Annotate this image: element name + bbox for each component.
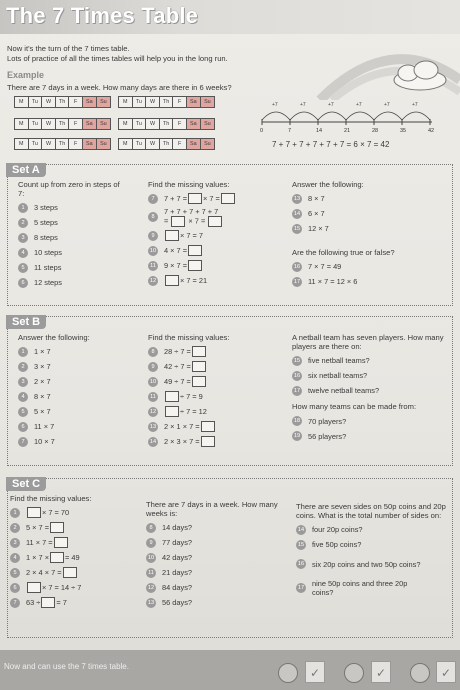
day-cell: Su — [201, 139, 215, 149]
day-cell: Th — [56, 119, 70, 129]
example-sum: 7 + 7 + 7 + 7 + 7 + 7 = 6 × 7 = 42 — [272, 140, 390, 149]
set-b-question — [148, 419, 283, 434]
set-c-col-1-heading: Find the missing values: — [10, 494, 92, 503]
set-c-question-text: five 50p coins? — [312, 540, 362, 550]
example-heading: Example — [7, 70, 45, 80]
question-number: 12 — [147, 584, 155, 591]
answer-box[interactable] — [188, 245, 202, 256]
day-cell: Th — [56, 97, 70, 107]
rainbow-cloud-illustration — [300, 40, 460, 100]
day-cell: W — [42, 97, 56, 107]
question-number: 5 — [18, 407, 28, 417]
set-a-col-2-heading: Find the missing values: — [148, 180, 230, 189]
set-a-question-text: 10 steps — [34, 248, 62, 258]
neutral-face-icon[interactable] — [344, 663, 364, 683]
answer-box[interactable] — [192, 346, 206, 357]
question-number: 9 — [148, 362, 158, 372]
set-c-question-text: four 20p coins? — [312, 525, 363, 535]
set-a-question-text: 5 steps — [34, 218, 58, 228]
week-calendar — [14, 138, 111, 150]
day-cell: Su — [97, 97, 111, 107]
set-b-col-3 — [292, 333, 452, 444]
page-title: The 7 Times Table — [6, 3, 199, 28]
set-c-col-3 — [296, 502, 454, 600]
set-c-question-text: 1 × 7 × — [26, 553, 50, 563]
week-calendar — [118, 118, 215, 130]
jump-label: +7 — [300, 102, 306, 108]
day-cell: M — [15, 119, 29, 129]
question-number: 15 — [297, 541, 305, 548]
day-cell: Sa — [83, 119, 97, 129]
jump-arc — [346, 112, 374, 120]
answer-box[interactable] — [50, 552, 64, 563]
answer-box[interactable] — [165, 391, 179, 402]
set-b-question — [18, 359, 128, 374]
set-b-question — [292, 368, 452, 383]
set-b-question-text: 10 × 7 — [34, 437, 55, 447]
set-b-question — [148, 434, 283, 449]
set-a-col-2 — [148, 180, 283, 288]
set-c-question — [146, 535, 286, 550]
set-c-question-text: 77 days? — [162, 538, 192, 548]
set-b-question — [148, 404, 283, 419]
day-cell: M — [119, 119, 133, 129]
jump-label: +7 — [328, 102, 334, 108]
question-number: 14 — [297, 526, 305, 533]
question-number: 16 — [293, 263, 301, 270]
set-b-question-text: 8 × 7 — [34, 392, 51, 402]
question-number: 1 — [10, 508, 20, 518]
set-a-col-3-heading: Answer the following: — [292, 180, 364, 189]
day-cell: Su — [97, 119, 111, 129]
set-a-question — [18, 215, 128, 230]
set-b-question-text: 2 × 3 × 7 = — [164, 437, 200, 447]
set-b-question-text: 28 ÷ 7 = — [164, 347, 191, 357]
day-cell: W — [146, 119, 160, 129]
set-c-question — [10, 550, 135, 565]
answer-box[interactable] — [192, 361, 206, 372]
set-c-col-2-heading: There are 7 days in a week. How many weeks is: — [146, 500, 278, 519]
set-b-question — [148, 374, 283, 389]
set-a-question-text: = — [164, 216, 171, 226]
question-number: 4 — [18, 248, 28, 258]
set-b-col-3-heading: A netball team has seven players. How many players are there on: — [292, 333, 444, 352]
question-number: 10 — [149, 378, 157, 385]
set-b-question — [148, 389, 283, 404]
number-line-label: 42 — [428, 128, 435, 134]
day-cell: Tu — [29, 139, 43, 149]
set-a-col-3 — [292, 180, 452, 289]
set-a-col-1-heading: Count up from zero in steps of 7: — [18, 180, 120, 199]
set-b-question — [18, 404, 128, 419]
set-b-question — [292, 383, 452, 398]
set-b-question-text: 1 × 7 — [34, 347, 51, 357]
tick-box-2[interactable]: ✓ — [371, 661, 391, 683]
set-c-question — [146, 580, 286, 595]
week-calendar — [14, 118, 111, 130]
answer-box[interactable] — [208, 216, 222, 227]
set-a-question — [148, 243, 283, 258]
day-cell: Tu — [29, 97, 43, 107]
intro-text — [7, 44, 307, 63]
question-number: 1 — [18, 203, 28, 213]
day-cell: Sa — [83, 139, 97, 149]
set-a-col-3-heading-2: Are the following true or false? — [292, 248, 395, 258]
set-c-question-text: 21 days? — [162, 568, 192, 578]
set-a-question-line: 7 + 7 + 7 + 7 + 7 — [164, 207, 219, 217]
answer-box[interactable] — [54, 537, 68, 548]
set-c-question — [10, 520, 135, 535]
set-c-question-text: 14 days? — [162, 523, 192, 533]
question-number: 2 — [18, 362, 28, 372]
set-c-question — [296, 537, 454, 552]
day-cell: Su — [201, 97, 215, 107]
day-cell: Su — [97, 139, 111, 149]
set-c-question-text: 42 days? — [162, 553, 192, 563]
day-cell: Th — [56, 139, 70, 149]
set-a-question-text: 8 steps — [34, 233, 58, 243]
set-b-question — [148, 344, 283, 359]
set-c-question-text: 56 days? — [162, 598, 192, 608]
set-b-question-text: 11 × 7 — [34, 422, 55, 432]
set-c-label: Set C — [6, 477, 46, 491]
set-b-question-text: twelve netball teams? — [308, 386, 380, 396]
set-b-question-text: 56 players? — [308, 431, 347, 441]
set-b-question-text: 5 × 7 — [34, 407, 51, 417]
set-b-question-text: 70 players? — [308, 416, 347, 426]
set-a-question — [292, 206, 452, 221]
answer-box[interactable] — [201, 421, 215, 432]
set-a-question-text: × 7 = — [203, 194, 220, 204]
question-number: 17 — [297, 585, 305, 592]
question-number: 11 — [148, 392, 158, 402]
set-a-question-text: 6 × 7 — [308, 209, 325, 219]
set-a-question — [18, 260, 128, 275]
question-number: 15 — [293, 225, 301, 232]
week-calendar — [118, 96, 215, 108]
set-c-question — [146, 520, 286, 535]
set-c-question-text: 11 × 7 = — [26, 538, 53, 548]
set-b-question-text: five netball teams? — [308, 356, 370, 366]
question-number: 10 — [149, 247, 157, 254]
set-b-question — [18, 389, 128, 404]
number-line-label: 28 — [372, 128, 379, 134]
day-cell: M — [15, 139, 29, 149]
day-cell: W — [42, 119, 56, 129]
jump-label: +7 — [356, 102, 362, 108]
set-c-question-text: 63 ÷ — [26, 598, 41, 608]
day-cell: M — [15, 97, 29, 107]
answer-box[interactable] — [165, 275, 179, 286]
set-c-question — [296, 576, 454, 600]
set-a-question-text: 4 × 7 = — [164, 246, 188, 256]
set-a-question-text: 9 × 7 = — [164, 261, 188, 271]
set-b-question — [18, 419, 128, 434]
set-a-question — [18, 245, 128, 260]
set-a-question — [18, 230, 128, 245]
set-a-question-text: 11 steps — [34, 263, 62, 273]
question-number: 2 — [10, 523, 20, 533]
question-number: 9 — [146, 538, 156, 548]
question-number: 7 — [148, 194, 158, 204]
number-line-label: 14 — [316, 128, 323, 134]
question-number: 10 — [147, 554, 155, 561]
tick-box-1[interactable]: ✓ — [305, 661, 325, 683]
set-c-question-text: = 7 — [56, 598, 67, 608]
question-number: 13 — [293, 195, 301, 202]
set-c-col-1 — [10, 494, 135, 610]
day-cell: Tu — [133, 139, 147, 149]
set-c-question-text: × 7 = 70 — [42, 508, 70, 518]
set-c-question — [10, 505, 135, 520]
question-number: 8 — [148, 212, 158, 222]
week-calendar — [118, 138, 215, 150]
week-calendar — [14, 96, 111, 108]
set-b-question-text: six netball teams? — [308, 371, 368, 381]
answer-box[interactable] — [63, 567, 77, 578]
question-number: 19 — [293, 433, 301, 440]
set-a-question-text: 3 steps — [34, 203, 58, 213]
set-a-question — [292, 259, 452, 274]
day-cell: Tu — [133, 97, 147, 107]
question-number: 6 — [18, 278, 28, 288]
set-c-question — [10, 595, 135, 610]
question-number: 5 — [18, 263, 28, 273]
question-number: 16 — [293, 372, 301, 379]
jump-arc — [374, 112, 402, 120]
question-number: 3 — [10, 538, 20, 548]
set-a-question — [18, 200, 128, 215]
question-number: 16 — [297, 561, 305, 568]
set-c-question — [146, 565, 286, 580]
number-line-label: 35 — [400, 128, 407, 134]
set-a-question-text: 12 × 7 — [308, 224, 329, 234]
set-a-question-text — [164, 207, 223, 227]
set-b-question — [292, 414, 452, 429]
answer-box[interactable] — [27, 507, 41, 518]
day-cell: Sa — [187, 97, 201, 107]
number-line — [256, 98, 436, 134]
set-b-label: Set B — [6, 315, 46, 329]
question-number: 12 — [149, 408, 157, 415]
set-c-question — [10, 565, 135, 580]
set-a-question-text: × 7 = 7 — [180, 231, 204, 241]
set-c-question-text: 5 × 7 = — [26, 523, 50, 533]
answer-box[interactable] — [201, 436, 215, 447]
set-b-question — [18, 374, 128, 389]
set-a-question-text: × 7 = — [186, 216, 208, 226]
set-b-question — [148, 359, 283, 374]
number-line-label: 21 — [344, 128, 351, 134]
jump-arc — [402, 112, 430, 120]
jump-label: +7 — [384, 102, 390, 108]
question-number: 14 — [149, 438, 157, 445]
question-number: 11 — [146, 568, 156, 578]
set-c-col-3-heading: There are seven sides on 50p coins and 20p coins. What is the total number of sides on: — [296, 502, 446, 521]
answer-box[interactable] — [50, 522, 64, 533]
question-number: 11 — [148, 261, 158, 271]
answer-box[interactable] — [165, 406, 179, 417]
footer-text: Now and can use the 7 times table. — [4, 662, 129, 671]
question-number: 9 — [148, 231, 158, 241]
set-a-question — [148, 273, 283, 288]
day-cell: M — [119, 97, 133, 107]
set-a-question — [148, 258, 283, 273]
question-number: 6 — [10, 583, 20, 593]
question-number: 4 — [10, 553, 20, 563]
set-a-question — [148, 206, 283, 228]
jump-arc — [290, 112, 318, 120]
set-b-question — [18, 434, 128, 449]
set-b-question-text: ÷ 7 = 12 — [180, 407, 207, 417]
question-number: 7 — [10, 598, 20, 608]
jump-arc — [318, 112, 346, 120]
question-number: 5 — [10, 568, 20, 578]
set-a-question — [148, 228, 283, 243]
set-c-question-text: = 49 — [65, 553, 80, 563]
set-b-question — [18, 344, 128, 359]
set-a-question-text: 12 steps — [34, 278, 62, 288]
day-cell: Th — [160, 139, 174, 149]
set-a-question-line — [164, 216, 223, 227]
question-number: 6 — [18, 422, 28, 432]
set-b-question-text: 3 × 7 — [34, 362, 51, 372]
set-b-question — [292, 353, 452, 368]
answer-box[interactable] — [171, 216, 185, 227]
set-c-question — [146, 550, 286, 565]
set-a-question-text: 7 + 7 = — [164, 194, 188, 204]
day-cell: Th — [160, 119, 174, 129]
tick-box-3[interactable]: ✓ — [436, 661, 456, 683]
answer-box[interactable] — [188, 260, 202, 271]
question-number: 17 — [293, 278, 301, 285]
answer-box[interactable] — [188, 193, 202, 204]
set-c-question-text: six 20p coins and two 50p coins? — [312, 559, 421, 569]
answer-box[interactable] — [221, 193, 235, 204]
set-c-question — [146, 595, 286, 610]
set-a-question — [292, 191, 452, 206]
question-number: 2 — [18, 218, 28, 228]
sad-face-icon[interactable] — [278, 663, 298, 683]
day-cell: W — [42, 139, 56, 149]
question-number: 13 — [149, 423, 157, 430]
set-c-col-2 — [146, 500, 286, 610]
happy-face-icon[interactable] — [410, 663, 430, 683]
day-cell: F — [69, 119, 83, 129]
set-a-question-text: 11 × 7 = 12 × 6 — [308, 277, 358, 287]
intro-line-1: Now it's the turn of the 7 times table. — [7, 44, 130, 53]
set-c-question-text: nine 50p coins and three 20p coins? — [312, 579, 408, 598]
set-b-question-text: 2 × 7 — [34, 377, 51, 387]
jump-label: +7 — [272, 102, 278, 108]
intro-line-2: Lots of practice of all the times tables will help you in the long run. — [7, 53, 228, 63]
set-a-col-1 — [18, 180, 128, 290]
question-number: 1 — [18, 347, 28, 357]
set-b-col-1 — [18, 333, 128, 449]
question-number: 15 — [293, 357, 301, 364]
day-cell: F — [173, 139, 187, 149]
set-a-question — [292, 274, 452, 289]
day-cell: F — [173, 119, 187, 129]
set-a-label: Set A — [6, 163, 46, 177]
number-line-label: 7 — [288, 128, 292, 134]
set-b-question-text: ÷ 7 = 9 — [180, 392, 203, 402]
set-b-question-text: 42 ÷ 7 = — [164, 362, 191, 372]
set-c-question-text: 84 days? — [162, 583, 192, 593]
question-number: 4 — [18, 392, 28, 402]
set-c-question-text: × 7 = 14 ÷ 7 — [42, 583, 82, 593]
question-number: 13 — [147, 599, 155, 606]
set-a-question-text: × 7 = 21 — [180, 276, 208, 286]
jump-arc — [262, 112, 290, 120]
set-c-question — [296, 552, 454, 576]
day-cell: Sa — [187, 119, 201, 129]
set-a-question-text: 8 × 7 — [308, 194, 325, 204]
question-number: 8 — [148, 347, 158, 357]
question-number: 17 — [293, 387, 301, 394]
question-number: 12 — [149, 277, 157, 284]
day-cell: M — [119, 139, 133, 149]
day-cell: F — [173, 97, 187, 107]
question-number: 18 — [293, 418, 301, 425]
set-b-col-2-heading: Find the missing values: — [148, 333, 230, 342]
set-b-col-3-heading-2: How many teams can be made from: — [292, 402, 417, 412]
set-a-question — [148, 191, 283, 206]
jump-label: +7 — [412, 102, 418, 108]
set-c-question — [10, 580, 135, 595]
day-cell: W — [146, 97, 160, 107]
set-b-col-2 — [148, 333, 283, 449]
set-c-question — [296, 522, 454, 537]
set-b-question-text: 49 ÷ 7 = — [164, 377, 191, 387]
answer-box[interactable] — [165, 230, 179, 241]
question-number: 14 — [293, 210, 301, 217]
day-cell: Tu — [29, 119, 43, 129]
number-line-label: 0 — [260, 128, 264, 134]
answer-box[interactable] — [192, 376, 206, 387]
day-cell: Sa — [83, 97, 97, 107]
set-a-question-text: 7 × 7 = 49 — [308, 262, 342, 272]
example-question: There are 7 days in a week. How many days are there in 6 weeks? — [7, 83, 232, 92]
day-cell: Tu — [133, 119, 147, 129]
set-a-question — [292, 221, 452, 236]
day-cell: Sa — [187, 139, 201, 149]
day-cell: Th — [160, 97, 174, 107]
set-b-question-text: 2 × 1 × 7 = — [164, 422, 200, 432]
day-cell: F — [69, 139, 83, 149]
set-b-col-1-heading: Answer the following: — [18, 333, 90, 342]
day-cell: F — [69, 97, 83, 107]
question-number: 3 — [18, 377, 28, 387]
question-number: 8 — [146, 523, 156, 533]
question-number: 3 — [18, 233, 28, 243]
answer-box[interactable] — [27, 582, 41, 593]
set-a-question — [18, 275, 128, 290]
question-number: 7 — [18, 437, 28, 447]
set-c-question-text: 2 × 4 × 7 = — [26, 568, 62, 578]
set-b-question — [292, 429, 452, 444]
day-cell: W — [146, 139, 160, 149]
set-c-question — [10, 535, 135, 550]
day-cell: Su — [201, 119, 215, 129]
answer-box[interactable] — [41, 597, 55, 608]
